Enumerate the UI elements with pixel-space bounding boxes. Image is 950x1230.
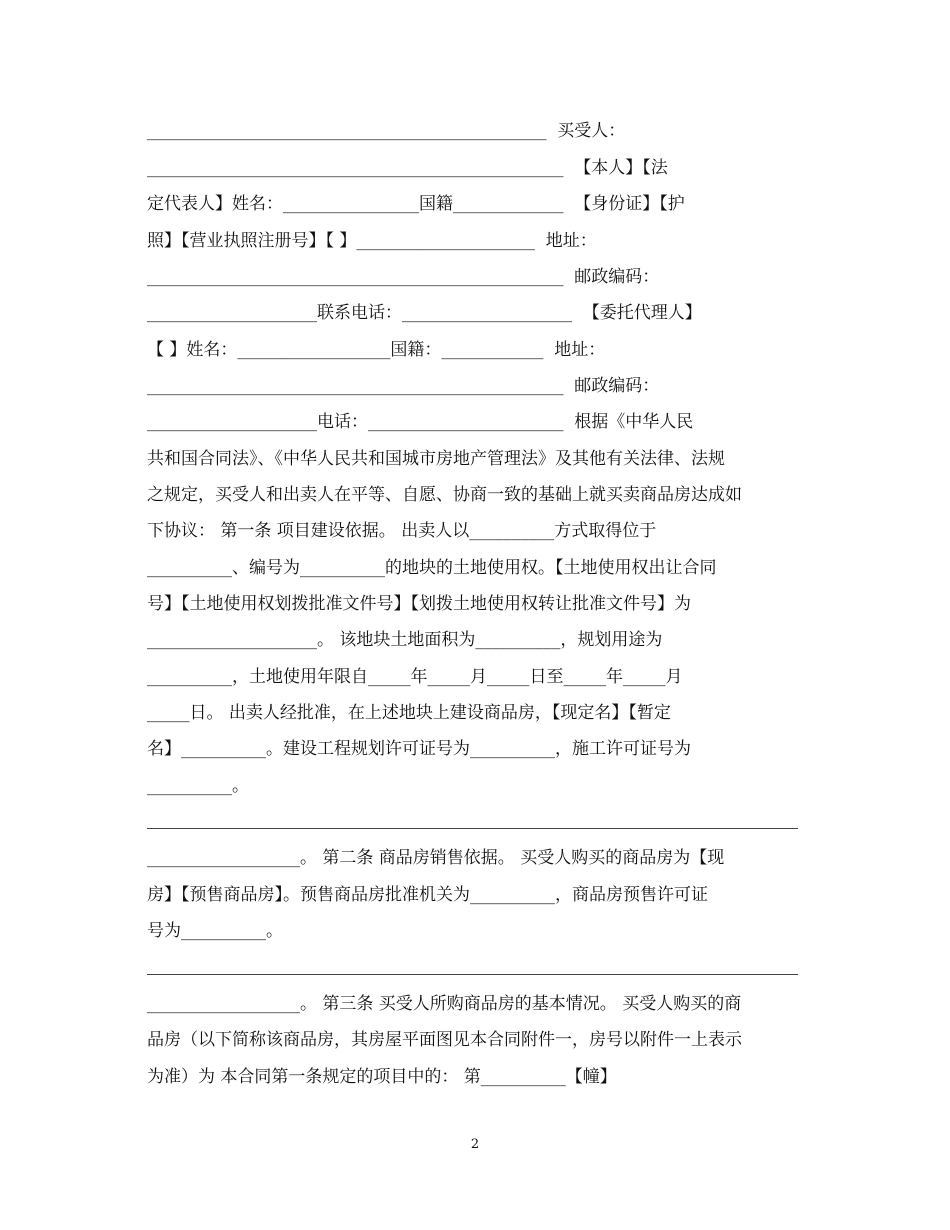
page-number: 2	[470, 1137, 480, 1152]
text-line: 为准）为 本合同第一条规定的项目中的： 第__________【幢】	[147, 1067, 617, 1087]
separator-rule	[147, 828, 798, 829]
text-line: _________________________________________________ 【本人】【法	[147, 158, 668, 178]
separator-rule	[147, 974, 798, 975]
text-line: 品房（以下简称该商品房，其房屋平面图见本合同附件一，房号以附件一上表示	[147, 1030, 742, 1050]
text-line: __________________。 第二条 商品房销售依据。 买受人购买的商品房为【现	[147, 848, 725, 868]
text-line: 【 】姓名：__________________国籍：____________ 地址：	[147, 340, 606, 360]
text-line: __________，土地使用年限自_____年_____月_____日至_____年_____月	[147, 667, 683, 687]
text-line: ____________________电话：_______________________ 根据《中华人民	[147, 412, 694, 432]
text-line: ____________________。 该地块土地面积为__________，规划用途为	[147, 630, 663, 650]
text-line: ____________________联系电话：____________________ 【委托代理人】	[147, 303, 702, 323]
text-line: _________________________________________________ 邮政编码：	[147, 267, 660, 287]
text-line: 名】__________。建设工程规划许可证号为__________，施工许可证号为	[147, 739, 691, 759]
text-line: 定代表人】姓名：________________国籍_____________ 【身份证】【护	[147, 194, 685, 214]
text-line: 下协议： 第一条 项目建设依据。 出卖人以__________方式取得位于	[147, 521, 657, 541]
text-line: 号为__________。	[147, 921, 283, 941]
text-line: _________________________________________________ 邮政编码：	[147, 376, 660, 396]
text-line: __________。	[147, 776, 249, 796]
text-line: 之规定，买受人和出卖人在平等、自愿、协商一致的基础上就买卖商品房达成如	[147, 485, 742, 505]
text-line: 号】【土地使用权划拨批准文件号】【划拨土地使用权转让批准文件号】为	[147, 594, 691, 614]
text-line: __________、编号为__________的地块的土地使用权。【土地使用权出让合同	[147, 558, 717, 578]
text-line: 共和国合同法》、《中华人民共和国城市房地产管理法》及其他有关法律、法规	[147, 449, 725, 469]
text-line: 照】【营业执照注册号】【 】_____________________ 地址：	[147, 231, 597, 251]
text-line: _______________________________________________ 买受人：	[147, 121, 626, 141]
text-line: 房】【预售商品房】。预售商品房批准机关为__________，商品房预售许可证	[147, 885, 708, 905]
text-line: _____日。 出卖人经批准，在上述地块上建设商品房，【现定名】【暂定	[147, 703, 671, 723]
text-line: __________________。 第三条 买受人所购商品房的基本情况。 买受人购买的商	[147, 994, 742, 1014]
